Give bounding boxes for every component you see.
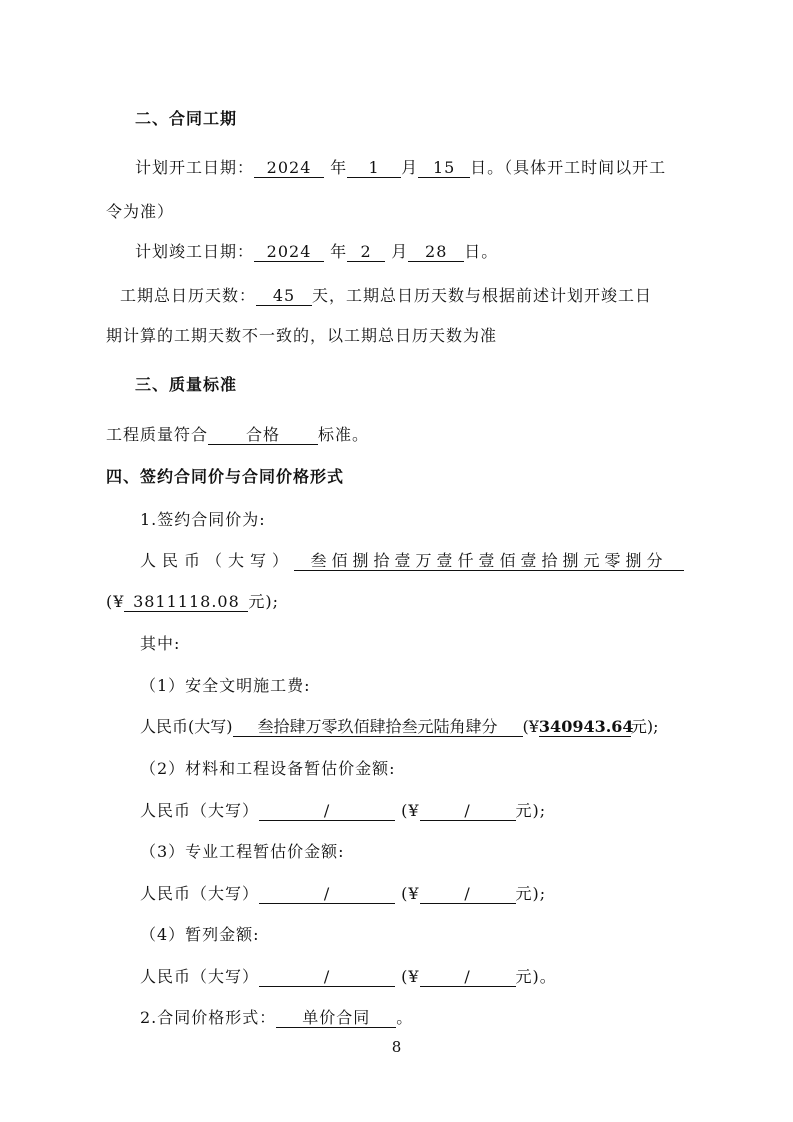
- end-year: 2024: [254, 243, 324, 262]
- contract-price-amount-line: [106, 589, 279, 612]
- safety-label: （1）安全文明施工费:: [140, 676, 311, 695]
- safety-open: (¥: [522, 717, 539, 736]
- provisional-words: /: [259, 968, 395, 987]
- start-day: 15: [418, 159, 470, 178]
- provisional-close: 元)。: [515, 967, 557, 986]
- among-label: 其中:: [140, 634, 181, 653]
- end-year-unit: 年: [330, 242, 348, 261]
- end-day-unit: 日。: [464, 242, 499, 261]
- section3-title: 三、质量标准: [135, 375, 238, 394]
- safety-close: 元);: [630, 717, 659, 736]
- end-day: 28: [408, 243, 464, 262]
- materials-rmb-label: 人民币（大写）: [140, 801, 260, 820]
- end-date-line: [135, 239, 498, 262]
- provisional-amount: /: [420, 968, 516, 987]
- provisional-label: （4）暂列金额:: [140, 925, 260, 944]
- rmb-label: 人民币（大写）: [140, 551, 295, 570]
- amount-open: (¥: [106, 592, 125, 611]
- safety-words: 叁拾肆万零玖佰肆拾叁元陆角肆分: [233, 718, 523, 737]
- end-month: 2: [347, 243, 385, 262]
- quality-line: [106, 422, 369, 445]
- start-year: 2024: [254, 159, 324, 178]
- start-date-line: [135, 155, 666, 178]
- duration-days: 45: [256, 287, 312, 306]
- professional-line: [140, 881, 546, 904]
- professional-close: 元);: [515, 884, 547, 903]
- provisional-open: (¥: [401, 967, 420, 986]
- quality-suffix: 标准。: [318, 425, 370, 444]
- item2-end: 。: [396, 1008, 414, 1027]
- item1-label: 1.签约合同价为:: [140, 510, 266, 529]
- quality-value: 合格: [208, 426, 318, 445]
- professional-rmb-label: 人民币（大写）: [140, 884, 260, 903]
- professional-label: （3）专业工程暂估价金额:: [140, 842, 345, 861]
- item2-line: [140, 1005, 413, 1028]
- item2-value: 单价合同: [276, 1009, 396, 1028]
- duration-text: 天，工期总日历天数与根据前述计划开竣工日: [312, 286, 653, 305]
- duration-text-cont: 期计算的工期天数不一致的，以工期总日历天数为准: [106, 326, 498, 345]
- page-number: 8: [391, 1038, 402, 1056]
- materials-line: [140, 798, 546, 821]
- contract-price-words: 叁佰捌拾壹万壹仟壹佰壹拾捌元零捌分: [294, 552, 684, 571]
- item2-label: 2.合同价格形式：: [140, 1008, 277, 1027]
- start-day-unit: 日。: [470, 158, 505, 177]
- start-month: 1: [347, 159, 401, 178]
- start-note-cont: 令为准）: [106, 202, 175, 221]
- materials-label: （2）材料和工程设备暂估价金额:: [140, 759, 396, 778]
- safety-line: [140, 714, 659, 737]
- professional-words: /: [259, 885, 395, 904]
- provisional-line: [140, 964, 557, 987]
- contract-price-words-line: [140, 548, 684, 571]
- duration-label: 工期总日历天数：: [120, 286, 257, 305]
- professional-amount: /: [420, 885, 516, 904]
- duration-line: [120, 283, 652, 306]
- safety-rmb-label: 人民币(大写): [140, 717, 233, 736]
- end-month-unit: 月: [391, 242, 409, 261]
- amount-close: 元);: [248, 592, 280, 611]
- quality-prefix: 工程质量符合: [106, 425, 209, 444]
- materials-open: (¥: [401, 801, 420, 820]
- section2-title: 二、合同工期: [135, 109, 238, 128]
- start-year-unit: 年: [330, 158, 348, 177]
- safety-amount: 340943.64: [538, 717, 634, 736]
- provisional-rmb-label: 人民币（大写）: [140, 967, 260, 986]
- start-note: （具体开工时间以开工: [504, 158, 667, 177]
- start-month-unit: 月: [401, 158, 419, 177]
- section4-title: 四、签约合同价与合同价格形式: [106, 467, 345, 486]
- materials-amount: /: [420, 802, 516, 821]
- materials-words: /: [259, 802, 395, 821]
- materials-close: 元);: [515, 801, 547, 820]
- end-date-label: 计划竣工日期：: [135, 242, 255, 261]
- contract-price-amount: 3811118.08: [124, 593, 248, 612]
- start-date-label: 计划开工日期：: [135, 158, 255, 177]
- professional-open: (¥: [401, 884, 420, 903]
